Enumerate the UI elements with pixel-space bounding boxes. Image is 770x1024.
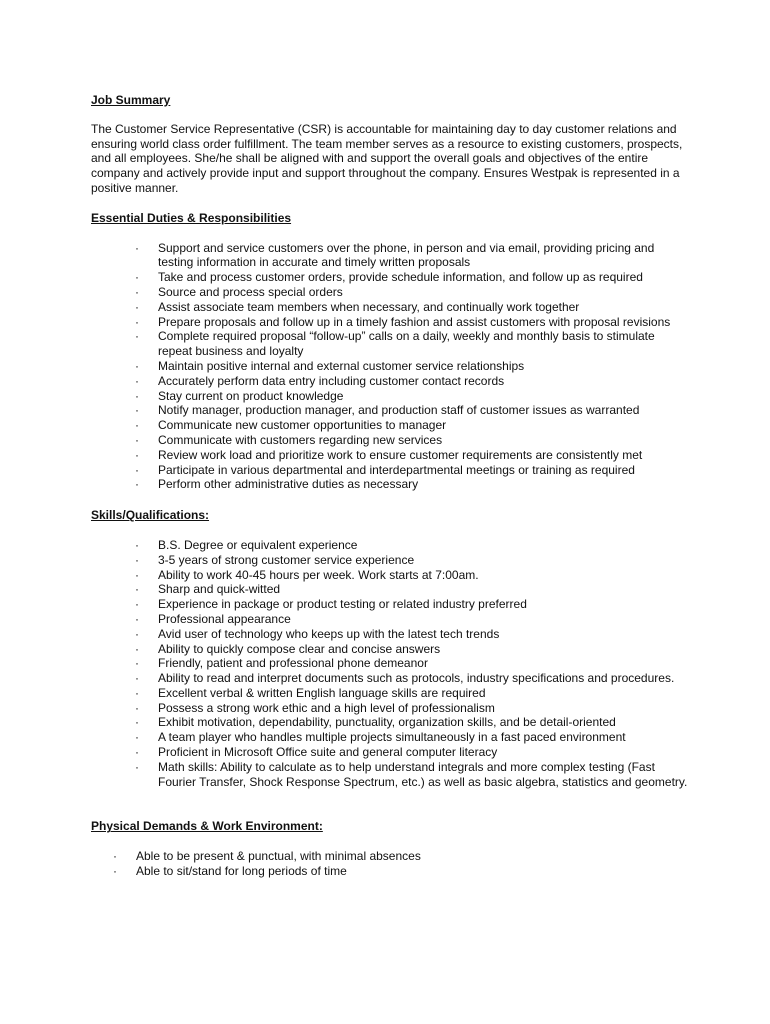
list-item-text: Communicate with customers regarding new services [158,432,443,447]
list-item-text: Review work load and prioritize work to ensure customer requirements are consistently met [158,447,643,462]
list-item [91,701,691,716]
bullet-marker: · [135,358,139,373]
bullet-marker: · [135,656,139,671]
list-item-text: B.S. Degree or equivalent experience [158,537,358,552]
list-item [91,538,691,553]
list-item [91,329,691,359]
skills-list [91,538,691,790]
document-page [91,93,691,879]
list-item-text: Sharp and quick-witted [158,582,281,597]
list-item [91,315,691,330]
list-item-text: Possess a strong work ethic and a high level of professionalism [158,700,495,715]
list-item-text: Communicate new customer opportunities to manager [158,418,447,433]
list-item [91,477,691,492]
bullet-marker: · [113,864,117,879]
list-item-text: Ability to quickly compose clear and concise answers [158,641,441,656]
bullet-marker: · [135,730,139,745]
bullet-marker: · [135,582,139,597]
bullet-marker: · [135,462,139,477]
list-item [91,849,691,864]
list-item [91,612,691,627]
list-item-text: Support and service customers over the phone, in person and via email, providing pricing and testing information in accurate and timely written proposals [158,240,655,270]
list-item [91,597,691,612]
list-item-text: Maintain positive internal and external customer service relationships [158,358,525,373]
list-item [91,686,691,701]
list-item [91,715,691,730]
bullet-marker: · [135,745,139,760]
bullet-marker: · [135,418,139,433]
bullet-marker: · [135,284,139,299]
list-item [91,627,691,642]
list-item [91,553,691,568]
list-item [91,403,691,418]
list-item-text: Exhibit motivation, dependability, punctuality, organization skills, and be detail-oriented [158,715,616,730]
bullet-marker: · [135,759,139,774]
list-item [91,568,691,583]
list-item [91,745,691,760]
list-item [91,760,691,790]
list-item-text: Avid user of technology who keeps up with the latest tech trends [158,626,500,641]
list-item [91,241,691,271]
list-item [91,864,691,879]
list-item-text: Complete required proposal “follow-up” calls on a daily, weekly and monthly basis to stimulate repeat business and loyalty [158,329,655,359]
list-item-text: Source and process special orders [158,284,343,299]
bullet-marker: · [135,373,139,388]
list-item [91,418,691,433]
bullet-marker: · [135,537,139,552]
list-item [91,582,691,597]
job-summary-heading: Job Summary [91,93,171,107]
list-item-text: Take and process customer orders, provide schedule information, and follow up as required [158,270,643,285]
list-item-text: Perform other administrative duties as necessary [158,477,419,492]
bullet-marker: · [135,314,139,329]
bullet-marker: · [135,685,139,700]
bullet-marker: · [135,715,139,730]
skills-heading: Skills/Qualifications: [91,508,210,523]
bullet-marker: · [135,626,139,641]
list-item-text: Professional appearance [158,611,291,626]
list-item [91,359,691,374]
bullet-marker: · [135,388,139,403]
duties-heading: Essential Duties & Responsibilities [91,210,292,225]
bullet-marker: · [135,477,139,492]
list-item [91,730,691,745]
list-item [91,285,691,300]
bullet-marker: · [135,432,139,447]
list-item-text: Able to be present & punctual, with minimal absences [136,849,421,864]
list-item-text: Accurately perform data entry including customer contact records [158,373,505,388]
bullet-marker: · [135,671,139,686]
job-summary-text: The Customer Service Representative (CSR) is accountable for maintaining day to day customer relations and ensuring world class order fulfillment. The team member serves as a resource to existing customers, prospects, and all employees. She/he shall be aligned with and support the overall goals and objectives of the entire company and actively provide input and support throughout the company. Ensures Westpak is represented in a positive manner. [91,121,683,195]
list-item-text: Assist associate team members when necessary, and continually work together [158,299,580,314]
bullet-marker: · [135,641,139,656]
bullet-marker: · [135,597,139,612]
physical-demands-list [91,849,691,879]
list-item-text: Participate in various departmental and interdepartmental meetings or training as required [158,462,635,477]
list-item [91,433,691,448]
list-item-text: Friendly, patient and professional phone demeanor [158,656,428,671]
list-item [91,642,691,657]
bullet-marker: · [113,849,117,864]
list-item-text: Proficient in Microsoft Office suite and general computer literacy [158,745,498,760]
list-item [91,300,691,315]
list-item-text: Ability to read and interpret documents such as protocols, industry specifications and procedures. [158,671,675,686]
list-item-text: Able to sit/stand for long periods of time [136,864,347,879]
bullet-marker: · [135,611,139,626]
physical-demands-heading: Physical Demands & Work Environment: [91,819,323,834]
bullet-marker: · [135,403,139,418]
list-item-text: 3-5 years of strong customer service experience [158,552,415,567]
list-item-text: Notify manager, production manager, and production staff of customer issues as warranted [158,403,640,418]
list-item [91,389,691,404]
list-item [91,671,691,686]
bullet-marker: · [135,447,139,462]
bullet-marker: · [135,329,139,344]
bullet-marker: · [135,240,139,255]
bullet-marker: · [135,270,139,285]
list-item [91,656,691,671]
bullet-marker: · [135,552,139,567]
list-item-text: A team player who handles multiple projects simultaneously in a fast paced environment [158,730,626,745]
list-item [91,374,691,389]
bullet-marker: · [135,299,139,314]
duties-list [91,241,691,493]
bullet-marker: · [135,567,139,582]
bullet-marker: · [135,700,139,715]
list-item-text: Ability to work 40-45 hours per week. Work starts at 7:00am. [158,567,479,582]
list-item-text: Prepare proposals and follow up in a timely fashion and assist customers with proposal revisions [158,314,671,329]
list-item-text: Experience in package or product testing or related industry preferred [158,597,527,612]
list-item [91,463,691,478]
list-item-text: Stay current on product knowledge [158,388,344,403]
list-item-text: Excellent verbal & written English language skills are required [158,685,486,700]
list-item [91,448,691,463]
list-item-text: Math skills: Ability to calculate as to help understand integrals and more complex testing (Fast Fourier Transfer, Shock Response Spectrum, etc.) as well as basic algebra, statistics and geometry. [158,759,688,789]
list-item [91,270,691,285]
